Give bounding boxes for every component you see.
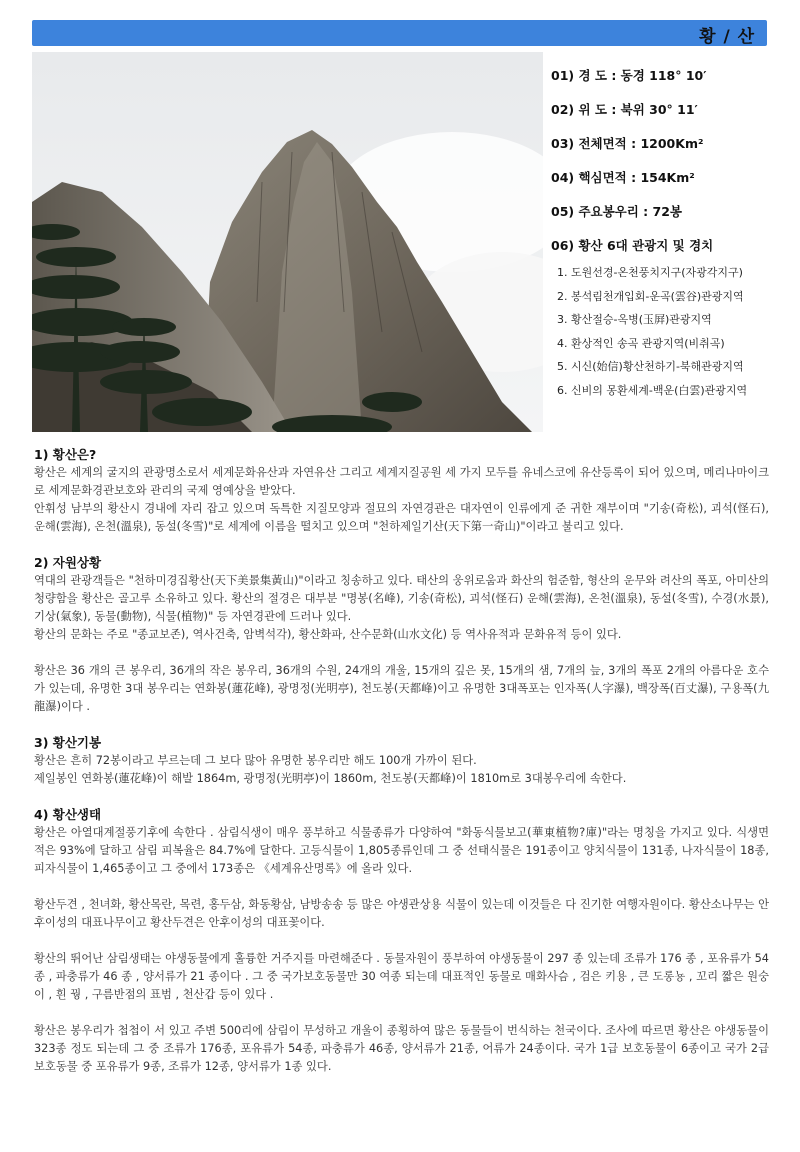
section-heading: 1) 황산은? [34,447,97,462]
facts-panel [551,66,791,405]
list-item: 6. 신비의 몽환세계-백운(白雲)관광지역 [557,383,748,397]
section-heading: 2) 자원상황 [34,555,102,570]
section-spacer [34,788,769,806]
paragraph-spacer [34,878,769,896]
paragraph: 제일봉인 연화봉(蓮花峰)이 해발 1864m, 광명정(光明亭)이 1860m, 천도봉(天都峰)이 1810m로 3대봉우리에 속한다. [34,772,627,785]
section [34,446,769,536]
fact-total-area: 03) 전체면적 : 1200Km² [551,136,704,151]
paragraph: 황산은 아열대계절풍기후에 속한다 . 삼림식생이 매우 풍부하고 식물종류가 다양하여 "화동식물보고(華東植物?庫)"라는 명칭을 가지고 있다. 식생면적은 93%에 달하고 삼림 피복율은 84.7%에 달한다. 고등식물이 1,805종류인데 그 중 선태식물은 191종이고 양치식물이 131종, 나자식물이 18종, 피자식물이 1,465종이고 그 중에서 173종은 《세계유산명록》에 올라 있다. [34,826,769,875]
paragraph: 역대의 관광객들은 "천하미경집황산(天下美景集黃山)"이라고 칭송하고 있다. 태산의 웅위로움과 화산의 험준함, 형산의 운무와 려산의 폭포, 아미산의 청량함을 황산은 골고루 소유하고 있다. 황산의 절경은 대부분 "명봉(名峰), 기송(奇松), 괴석(怪石) 운해(雲海), 온천(溫泉), 동설(冬雪), 수경(水景), 기상(氣象), 동물(動物), 식물(植物)" 등 자연경관에 드러나 있다. [34,574,769,623]
section-spacer [34,716,769,734]
paragraph: 황산은 흔히 72봉이라고 부르는데 그 보다 많아 유명한 봉우리만 해도 100개 가까이 된다. [34,754,477,767]
paragraph: 안휘성 남부의 황산시 경내에 자리 잡고 있으며 독특한 지질모양과 절묘의 자연경관은 대자연이 인류에게 준 귀한 재부이며 "기송(奇松), 괴석(怪石), 운해(雲海), 온천(溫泉), 동설(冬雪)"로 세계에 이름을 떨치고 있으며 "천하제일기산(天下第一奇山)"이라고 불리고 있다. [34,502,769,533]
list-item: 2. 봉석림천개입회-운곡(雲谷)관광지역 [557,289,744,303]
paragraph: 황산은 봉우리가 첩첩이 서 있고 주변 500리에 삼림이 무성하고 개울이 종횡하여 많은 동물들이 번식하는 천국이다. 조사에 따르면 황산은 야생동물이 323종 정도 되는데 그 중 조류가 176종, 포유류가 54종, 파충류가 46종, 양서류가 21종, 어류가 24종이다. 국가 1급 보호동물이 6종이고 국가 2급 보호동물 중 포유류가 9종, 조류가 12종, 양서류가 1종 있다. [34,1024,769,1073]
list-item: 5. 시신(始信)황산천하기-북해관광지역 [557,360,744,373]
paragraph: 황산은 세계의 굴지의 관광명소로서 세계문화유산과 자연유산 그리고 세계지질공원 세 가지 모두를 유네스코에 유산등록이 되어 있으며, 메리나마이크로 세계문화경관보호와 관리의 국제 영예상을 받았다. [34,466,769,497]
attractions-list [551,264,791,405]
huangshan-mountain-photo [32,52,543,432]
page-title: 황 / 산 [699,27,755,47]
section [34,554,769,716]
fact-core-area: 04) 핵심면적 : 154Km² [551,170,695,185]
paragraph: 황산의 문화는 주로 "종교보존), 역사건축, 암벽석각), 황산화파, 산수문화(山水文化) 등 역사유적과 문화유적 등이 있다. [34,628,622,641]
article-body [34,446,769,1076]
list-item: 1. 도원선경-온천풍치지구(자광각지구) [557,266,743,279]
fact-latitude: 02) 위 도 : 북위 30° 11′ [551,102,698,117]
paragraph: 황산은 36 개의 큰 봉우리, 36개의 작은 봉우리, 36개의 수원, 24개의 개울, 15개의 깊은 못, 15개의 샘, 7개의 늪, 3개의 폭포 2개의 아름다운 호수가 있는데, 유명한 3대 봉우리는 연화봉(蓮花峰), 광명정(光明亭), 천도봉(天都峰)이고 유명한 3대폭포는 인자폭(人字瀑), 백장폭(百丈瀑), 구용폭(九龍瀑)이다 . [34,664,769,713]
section-spacer [34,536,769,554]
header-bar [32,20,767,46]
section [34,806,769,1076]
paragraph: 황산의 뛰어난 삼림생태는 야생동물에게 훌륭한 거주지를 마련해준다 . 동물자원이 풍부하여 야생동물이 297 종 있는데 조류가 176 종 , 포유류가 54 종 , 파충류가 46 종 , 양서류가 21 종이다 . 그 중 국가보호동물만 30 여종 되는데 대표적인 동물로 매화사슴 , 검은 키용 , 큰 도롱뇽 , 꼬리 짧은 원숭이 , 흰 꿩 , 구름반점의 표범 , 천산갑 등이 있다 . [34,952,769,1001]
paragraph-spacer [34,1004,769,1022]
section [34,734,769,788]
paragraph-spacer [34,932,769,950]
section-heading: 4) 황산생태 [34,807,102,822]
fact-longitude: 01) 경 도 : 동경 118° 10′ [551,68,707,83]
section-heading: 3) 황산기봉 [34,735,102,750]
list-item: 4. 환상적인 송곡 관광지역(비취곡) [557,336,725,350]
paragraph-spacer [34,644,769,662]
paragraph: 황산두견 , 천녀화, 황산목란, 목련, 홍두삼, 화동황삼, 남방송송 등 많은 야생관상용 식물이 있는데 이것들은 다 진기한 여행자원이다. 황산소나무는 안후이성의 대표나무이고 황산두견은 안후이성의 대표꽃이다. [34,898,769,929]
fact-attractions-heading: 06) 황산 6대 관광지 및 경치 [551,238,714,253]
list-item: 3. 황산절승-옥병(玉屛)관광지역 [557,313,712,326]
fact-main-peaks: 05) 주요봉우리 : 72봉 [551,204,683,219]
